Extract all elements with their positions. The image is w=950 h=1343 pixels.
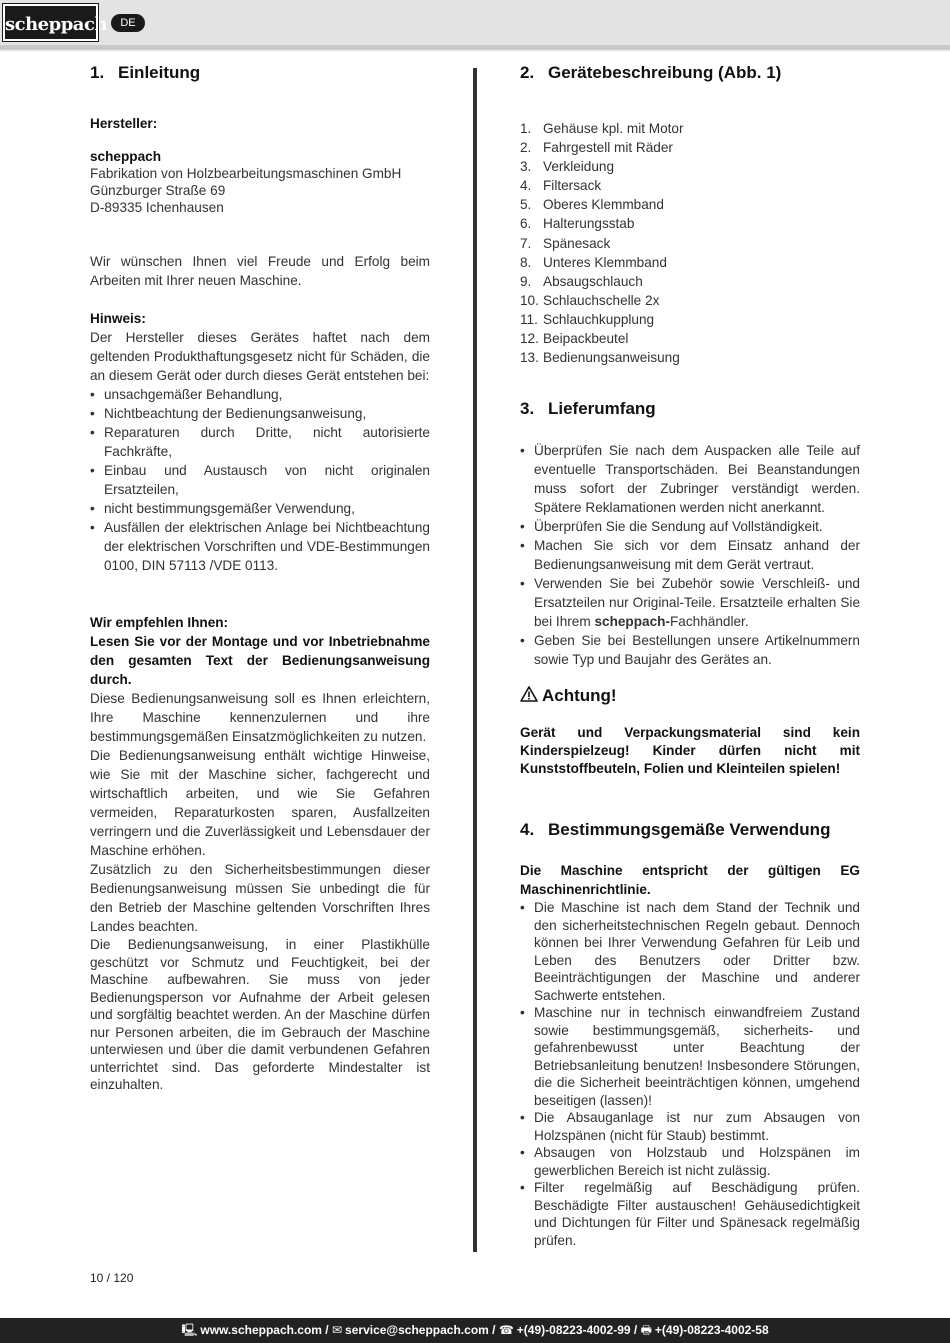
fax-icon: 🖶 [640,1323,652,1337]
part-number: 3. [520,159,532,175]
paragraph-4: Die Bedienungsanweisung, in einer Plastikhülle geschützt vor Schmutz und Feuchtigkeit, bei der Maschine aufbewahren. Sie muss von jeder Bedienungsperson vor Aufnahme der Arbeit gelesen und sorgfältig beachtet werden. An der Maschine dürfen nur Personen arbeiten, die im Gebrauch der Maschine unterwiesen und über die damit verbundenen Gefahren unterrichtet sind. Das geforderte Mindestalter ist einzuhalten. [90,937,430,1092]
part-label: Fahrgestell mit Räder [543,140,673,156]
part-label: Verkleidung [543,159,615,175]
recommend-bold-text: Lesen Sie vor der Montage und vor Inbetriebnahme den gesamten Text der Bedienungsanweisung durch. [90,634,430,687]
list-item: • Die Absauganlage ist nur zum Absaugen von Holzspänen (nicht für Staub) bestimmt. [520,1109,860,1144]
section-3-number: 3. [520,399,535,419]
part-number: 2. [520,140,532,156]
list-item: • nicht bestimmungsgemäßer Verwendung, [90,499,430,518]
section-2-number: 2. [520,63,535,82]
manufacturer-line1: Fabrikation von Holzbearbeitungsmaschinen GmbH [90,166,402,181]
list-item: • Maschine nur in technisch einwandfreiem Zustand sowie bestimmungsgemäß, sicherheits- und gefahrenbewusst unter Beachtung der Betriebsanleitung benutzen! Insbesondere Störungen, die die Sicherheit beeinträchtigen können, umgehend beseitigen (lassen)! [520,1004,860,1109]
part-number: 8. [520,254,532,270]
right-column [520,62,860,1249]
part-label: Oberes Klemmband [543,197,664,213]
left-column [90,62,430,1094]
list-item: • Einbau und Austausch von nicht originalen Ersatzteilen, [90,461,430,499]
section-4-title: Bestimmungsgemäße Verwendung [548,820,831,840]
warning-icon [520,686,538,702]
warning-title: Achtung! [542,686,617,706]
list-item [520,348,860,367]
section-2-heading [520,62,860,84]
part-number: 9. [520,273,532,289]
part-number: 12. [520,331,539,347]
footer-fax: +(49)-08223-4002-58 [654,1323,769,1337]
part-label: Spänesack [543,235,611,251]
list-item [520,310,860,329]
list-item: • Überprüfen Sie nach dem Auspacken alle Teile auf eventuelle Transportschäden. Bei Beanstandungen muss sofort der Zubringer verständigt werden. Spätere Reklamationen werden nicht anerkannt. [520,441,860,517]
intended-use-intro: Die Maschine entspricht der gültigen EG Maschinenrichtlinie. [520,863,860,898]
delivery-list [520,441,860,669]
recommend-label: Wir empfehlen Ihnen: [90,615,229,630]
intended-use-list [520,899,860,1249]
paragraph-1: Diese Bedienungsanweisung soll es Ihnen erleichtern, Ihre Maschine kennenzulernen und ihre bestimmungsgemäßen Einsatzmöglichkeiten zu nutzen. [90,691,430,744]
section-3-title: Lieferumfang [548,399,656,419]
manufacturer-address [90,148,430,216]
page-number: 10 / 120 [90,1271,134,1285]
footer-email-link[interactable]: service@scheppach.com [345,1323,489,1337]
list-item: • Reparaturen durch Dritte, nicht autorisierte Fachkräfte, [90,423,430,461]
greeting-text: Wir wünschen Ihnen viel Freude und Erfolg beim Arbeiten mit Ihrer neuen Maschine. [90,254,430,288]
list-item: • Überprüfen Sie die Sendung auf Vollständigkeit. [520,517,860,536]
part-label: Schlauchkupplung [543,311,655,327]
part-number: 13. [520,350,539,366]
part-number: 7. [520,235,532,251]
part-label: Gehäuse kpl. mit Motor [543,121,684,136]
list-item [520,176,860,195]
part-number: 1. [520,121,532,136]
page-header [0,0,950,48]
language-badge: DE [111,14,145,32]
part-label: Beipackbeutel [543,331,629,347]
section-2-title: Gerätebeschreibung (Abb. 1) [548,63,782,82]
paragraph-3: Zusätzlich zu den Sicherheitsbestimmungen dieser Bedienungsanweisung müssen Sie unbedingt die für den Betrieb der Maschine geltenden Vorschriften Ihres Landes beachten. [90,862,430,934]
header-shadow [0,48,950,52]
list-item [520,234,860,253]
warning-heading [520,685,860,707]
footer-separator: / [321,1323,332,1337]
list-item [520,329,860,348]
note-list [90,385,430,575]
manufacturer-name: scheppach [90,149,162,164]
part-number: 11. [520,311,538,327]
footer-separator: / [488,1323,499,1337]
footer-website-link[interactable]: www.scheppach.com [200,1323,322,1337]
list-item [520,574,860,631]
list-item: • Filter regelmäßig auf Beschädigung prüfen. Beschädigte Filter austauschen! Gehäusedichtigkeit und Dichtungen für Filter und Spänesack regelmäßig prüfen. [520,1179,860,1249]
list-item: • Machen Sie sich vor dem Einsatz anhand der Bedienungsanweisung mit dem Gerät vertraut. [520,536,860,574]
part-label: Schlauchschelle 2x [543,292,660,308]
phone-icon: ☎ [498,1323,514,1337]
email-icon: ✉ [331,1323,343,1337]
parts-list [520,119,860,367]
part-label: Halterungsstab [543,216,635,232]
manufacturer-line3: D-89335 Ichenhausen [90,200,224,215]
section-1-title: Einleitung [118,63,201,82]
list-item [520,272,860,291]
list-item: • Nichtbeachtung der Bedienungsanweisung, [90,404,430,423]
note-label: Hinweis: [90,311,146,326]
column-divider [473,68,477,1252]
part-label: Unteres Klemmband [543,254,667,270]
dealer-brand: scheppach- [594,614,670,630]
list-item [520,291,860,310]
delivery-item4-text: Verwenden Sie bei Zubehör sowie Verschleiß- und Ersatzteilen nur Original-Teile. Ersatzteile erhalten Sie bei Ihrem [534,576,860,630]
paragraph-2: Die Bedienungsanweisung enthält wichtige Hinweise, wie Sie mit der Maschine sicher, fachgerecht und wirtschaftlich arbeiten, und wie Sie Gefahren vermeiden, Reparaturkosten sparen, Ausfallzeiten verringern und die Zuverlässigkeit und Lebensdauer der Maschine erhöhen. [90,748,430,858]
list-item [520,195,860,214]
section-1-number: 1. [90,63,105,82]
list-item [520,157,860,176]
list-item [520,119,860,138]
section-4-heading [520,819,860,841]
manufacturer-label: Hersteller: [90,116,158,131]
warning-text: Gerät und Verpackungsmaterial sind kein Kinderspielzeug! Kinder dürfen nicht mit Kunststoffbeuteln, Folien und Kleinteilen spielen! [520,725,860,777]
list-item: • Die Maschine ist nach dem Stand der Technik und den sicherheitstechnischen Regeln gebaut. Dennoch können bei Ihrer Verwendung Gefahren für Leib und Leben des Benutzers oder Dritter bzw. Beeinträchtigungen der Maschine und anderer Sachwerte entstehen. [520,899,860,1004]
note-text: Der Hersteller dieses Gerätes haftet nach dem geltenden Produkthaftungsgesetz nicht für Schäden, die an diesem Gerät oder durch dieses Gerät entstehen bei: [90,330,430,383]
section-3-heading [520,398,860,420]
section-4-number: 4. [520,820,535,840]
part-number: 6. [520,216,532,232]
footer-phone: +(49)-08223-4002-99 [516,1323,631,1337]
list-item: • Geben Sie bei Bestellungen unsere Artikelnummern sowie Typ und Baujahr des Gerätes an. [520,631,860,669]
list-item [520,214,860,233]
part-label: Filtersack [543,178,602,194]
delivery-item4-suffix: Fachhändler. [670,614,749,630]
manufacturer-line2: Günzburger Straße 69 [90,183,226,198]
list-item [520,138,860,157]
list-item [520,253,860,272]
part-number: 4. [520,178,532,194]
part-label: Bedienungsanweisung [543,350,680,366]
section-1-heading [90,62,430,84]
computer-icon: 🖳 [181,1323,198,1337]
page-footer [0,1318,950,1343]
part-number: 10. [520,292,539,308]
list-item: • unsachgemäßer Behandlung, [90,385,430,404]
part-number: 5. [520,197,532,213]
part-label: Absaugschlauch [543,273,643,289]
list-item: • Ausfällen der elektrischen Anlage bei Nichtbeachtung der elektrischen Vorschriften und VDE-Bestimmungen 0100, DIN 57113 /VDE 0113. [90,518,430,575]
brand-logo: scheppach [3,4,98,41]
list-item: • Absaugen von Holzstaub und Holzspänen im gewerblichen Bereich ist nicht zulässig. [520,1144,860,1179]
footer-separator: / [630,1323,641,1337]
